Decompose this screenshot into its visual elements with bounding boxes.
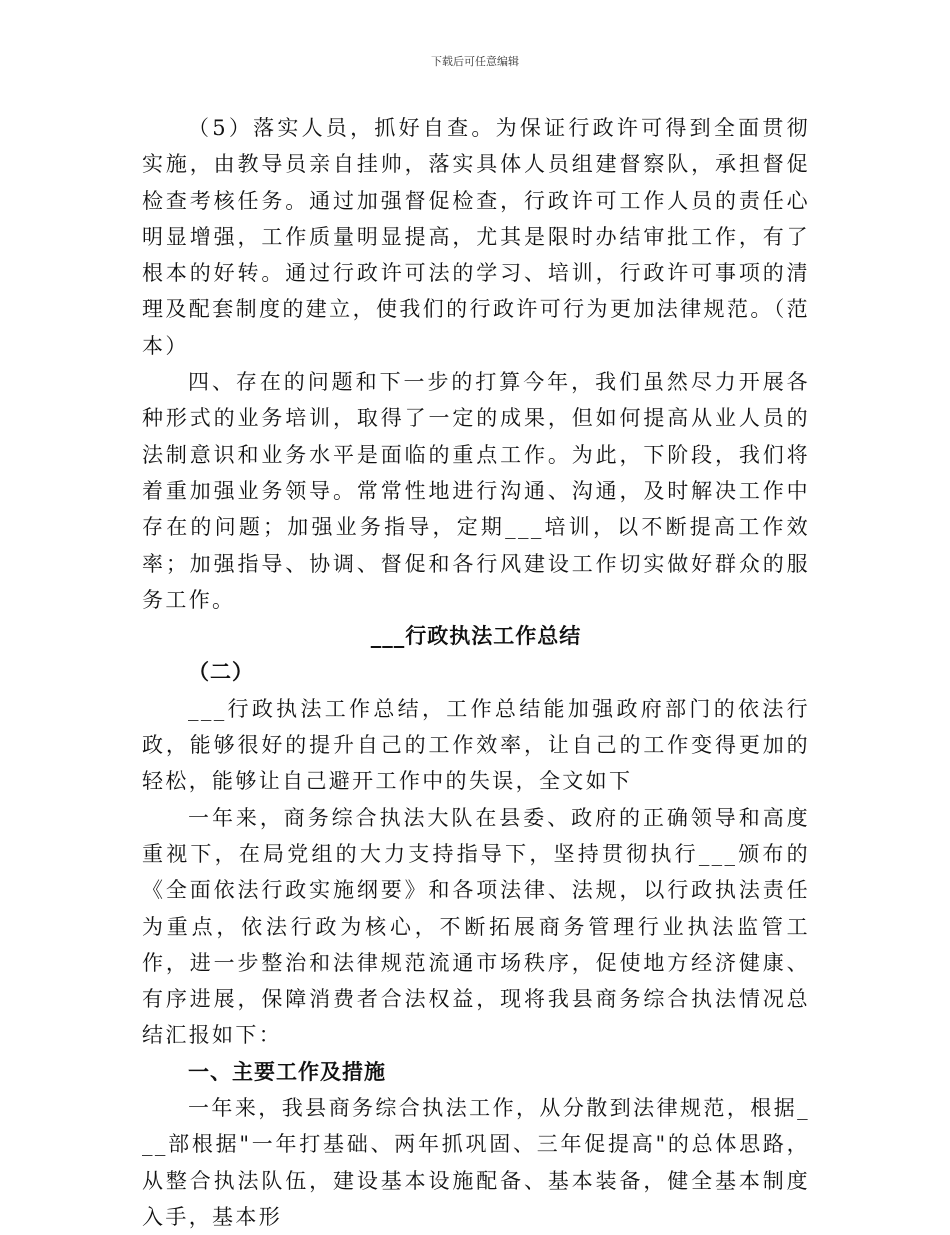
- paragraph-overview: 一年来，商务综合执法大队在县委、政府的正确领导和高度重视下，在局党组的大力支持指导下，坚持贯彻执行___颁布的《全面依法行政实施纲要》和各项法律、法规，以行政执法责任为重点，依法行政为核心，不断拓展商务管理行业执法监管工作，进一步整治和法律规范流通市场秩序，促使地方经济健康、有序进展，保障消费者合法权益，现将我县商务综合执法情况总结汇报如下：: [142, 805, 810, 1048]
- section-subtitle: （二）: [188, 660, 254, 685]
- section-title: ___行政执法工作总结: [370, 624, 582, 649]
- heading-main-work: 一、主要工作及措施: [188, 1059, 386, 1084]
- paragraph-implementation: （5）落实人员，抓好自查。为保证行政许可得到全面贯彻实施，由教导员亲自挂帅，落实具体人员组建督察队，承担督促检查考核任务。通过加强督促检查，行政许可工作人员的责任心明显增强，工作质量明显提高，尤其是限时办结审批工作，有了根本的好转。通过行政许可法的学习、培训，行政许可事项的清理及配套制度的建立，使我们的行政许可行为更加法律规范。（范本）: [142, 116, 810, 358]
- document-body: [142, 110, 810, 1235]
- paragraph-intro: ___行政执法工作总结，工作总结能加强政府部门的依法行政，能够很好的提升自己的工作效率，让自己的工作变得更加的轻松，能够让自己避开工作中的失误，全文如下: [142, 696, 810, 794]
- paragraph-main-work: 一年来，我县商务综合执法工作，从分散到法律规范，根据___部根据"一年打基础、两年抓巩固、三年促提高"的总体思路，从整合执法队伍，建设基本设施配备、基本装备，健全基本制度入手，基本形: [142, 1096, 810, 1229]
- page-header: 下载后可任意编辑: [431, 55, 519, 68]
- paragraph-problems-plans: 四、存在的问题和下一步的打算今年，我们虽然尽力开展各种形式的业务培训，取得了一定的成果，但如何提高从业人员的法制意识和业务水平是面临的重点工作。为此，下阶段，我们将着重加强业务领导。常常性地进行沟通、沟通，及时解决工作中存在的问题；加强业务指导，定期___培训，以不断提高工作效率；加强指导、协调、督促和各行风建设工作切实做好群众的服务工作。: [142, 370, 810, 612]
